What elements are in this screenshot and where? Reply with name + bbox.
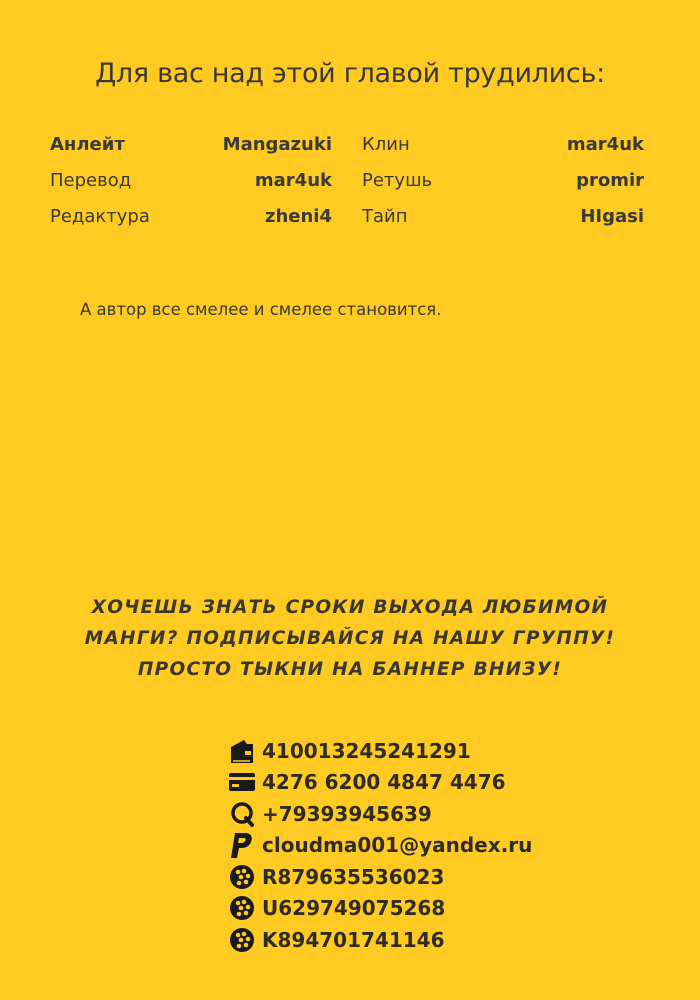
credit-name: mar4uk <box>254 170 332 191</box>
payment-value: +79393945639 <box>262 801 432 826</box>
credit-role: Клин <box>362 134 410 155</box>
author-note: А автор все смелее и смелее становится. <box>80 300 442 319</box>
credit-role: Ретушь <box>362 170 433 191</box>
promo-line: МАНГИ? ПОДПИСЫВАЙСЯ НА НАШУ ГРУППУ! <box>84 628 616 649</box>
credit-row <box>362 130 644 166</box>
credit-row <box>50 130 332 166</box>
paypal-icon <box>228 831 256 859</box>
subscribe-promo <box>0 592 700 685</box>
payment-list <box>228 735 532 956</box>
webmoney-icon <box>228 894 256 922</box>
credit-name: Mangazuki <box>222 134 332 155</box>
promo-line: ПРОСТО ТЫКНИ НА БАННЕР ВНИЗУ! <box>137 659 563 680</box>
payment-item <box>228 767 532 799</box>
credit-role: Анлейт <box>50 134 125 155</box>
payment-item <box>228 830 532 862</box>
credits-left-column <box>50 130 332 238</box>
qiwi-icon <box>228 800 256 828</box>
credit-row <box>50 202 332 238</box>
webmoney-icon <box>228 926 256 954</box>
webmoney-icon <box>228 863 256 891</box>
credits-right-column <box>362 130 644 238</box>
credit-role: Перевод <box>50 170 132 191</box>
payment-item <box>228 735 532 767</box>
credit-row <box>362 166 644 202</box>
payment-item <box>228 893 532 925</box>
page-title: Для вас над этой главой трудились: <box>95 58 605 89</box>
payment-value: 4276 6200 4847 4476 <box>262 770 506 795</box>
credit-role: Тайп <box>362 206 408 227</box>
payment-item <box>228 798 532 830</box>
payment-value: U629749075268 <box>262 896 446 921</box>
payment-value: R879635536023 <box>262 864 445 889</box>
credit-row <box>362 202 644 238</box>
credit-name: HIgasi <box>580 206 644 227</box>
payment-value: 410013245241291 <box>262 738 471 763</box>
credit-name: mar4uk <box>566 134 644 155</box>
credit-name: zheni4 <box>264 206 332 227</box>
credit-name: promir <box>576 170 644 191</box>
promo-line: ХОЧЕШЬ ЗНАТЬ СРОКИ ВЫХОДА ЛЮБИМОЙ <box>91 597 609 618</box>
credit-row <box>50 166 332 202</box>
bank-card-icon <box>228 768 256 796</box>
payment-value: cloudma001@yandex.ru <box>262 833 533 858</box>
payment-item <box>228 924 532 956</box>
payment-item <box>228 861 532 893</box>
payment-value: K894701741146 <box>262 927 445 952</box>
yandex-wallet-icon <box>228 737 256 765</box>
credit-role: Редактура <box>50 206 150 227</box>
